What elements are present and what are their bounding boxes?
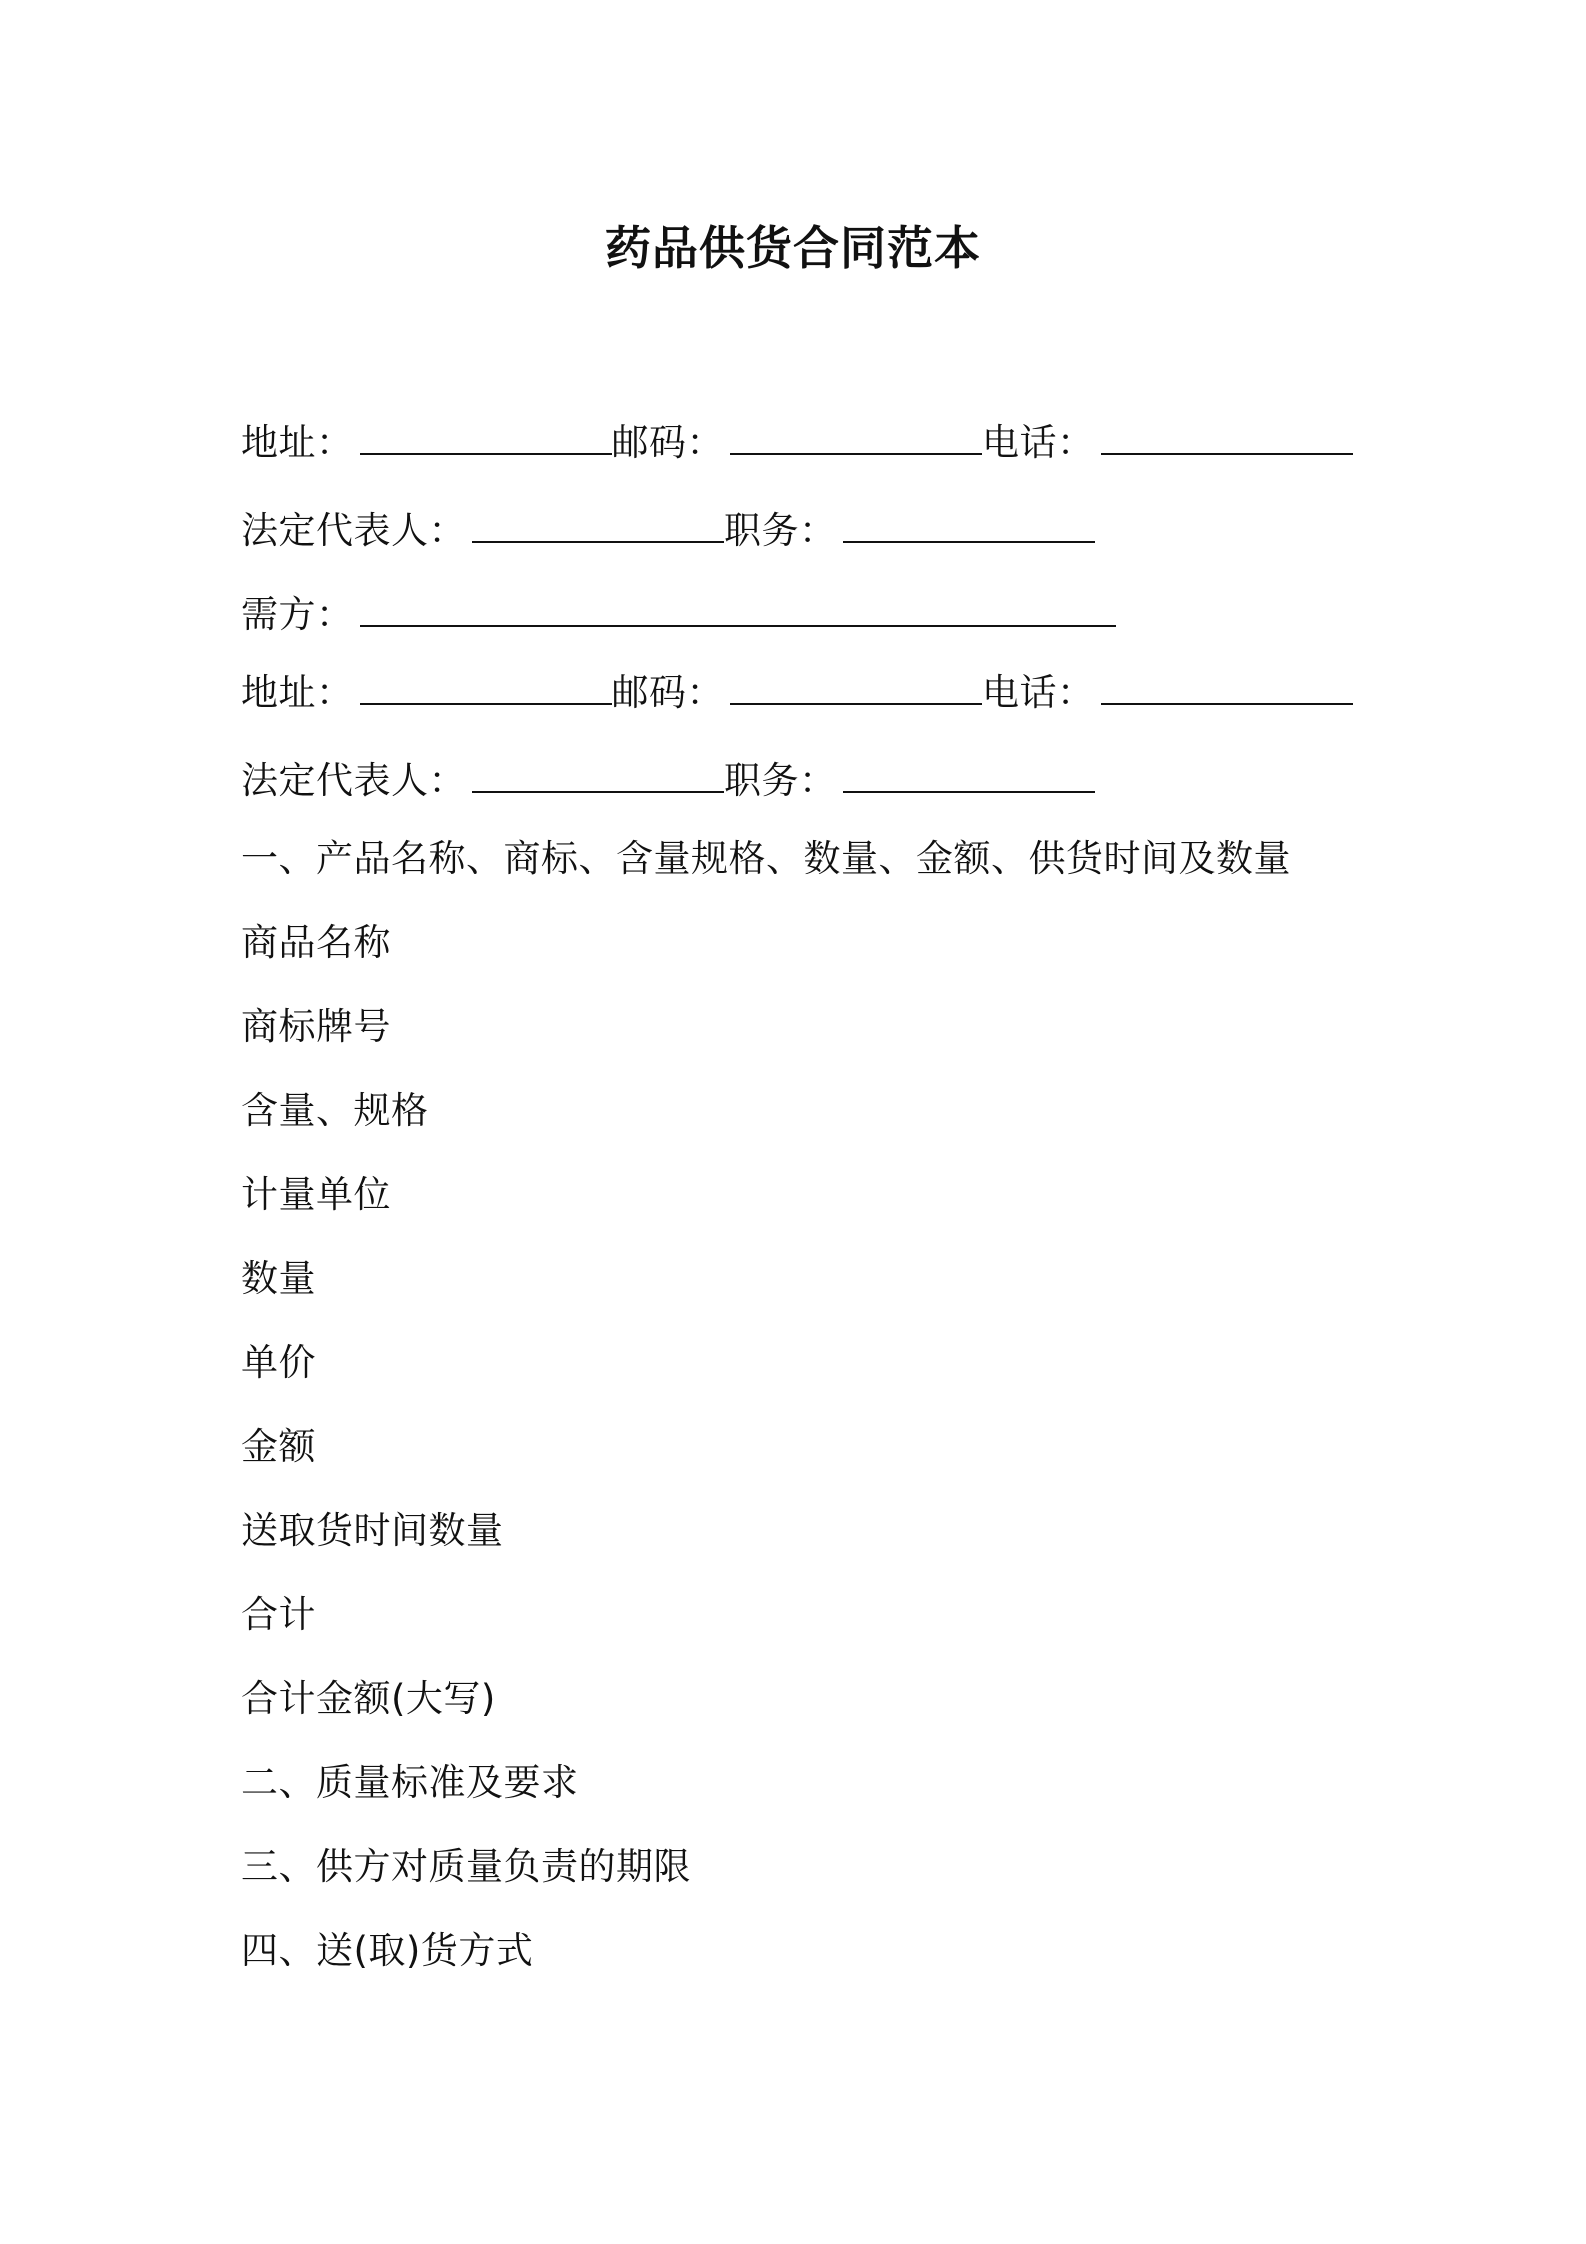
item-total-amount-words: 合计金额(大写) [241, 1677, 496, 1720]
item-unit: 计量单位 [241, 1173, 391, 1216]
buyer-representative-row [241, 750, 1095, 804]
supplier-postcode-label: 邮码： [611, 421, 724, 464]
buyer-name-label: 需方： [241, 593, 354, 636]
supplier-position-field[interactable] [843, 507, 1095, 543]
item-amount: 金额 [241, 1425, 316, 1468]
supplier-postcode-field[interactable] [730, 419, 982, 455]
buyer-postcode-field[interactable] [730, 669, 982, 705]
buyer-position-label: 职务： [724, 759, 837, 802]
supplier-phone-label: 电话： [982, 421, 1095, 464]
supplier-address-label: 地址： [241, 421, 354, 464]
section-1-heading: 一、产品名称、商标、含量规格、数量、金额、供货时间及数量 [241, 837, 1291, 880]
item-trademark: 商标牌号 [241, 1005, 391, 1048]
buyer-legal-rep-field[interactable] [472, 757, 724, 793]
item-quantity: 数量 [241, 1257, 316, 1300]
section-2-heading: 二、质量标准及要求 [241, 1761, 579, 1804]
supplier-phone-field[interactable] [1101, 419, 1353, 455]
buyer-name-field[interactable] [360, 591, 1116, 627]
item-unit-price: 单价 [241, 1341, 316, 1384]
buyer-legal-rep-label: 法定代表人： [241, 759, 466, 802]
supplier-representative-row [241, 500, 1095, 554]
buyer-name-row [241, 584, 1116, 638]
supplier-legal-rep-label: 法定代表人： [241, 509, 466, 552]
document-title: 药品供货合同范本 [605, 221, 981, 275]
buyer-phone-field[interactable] [1101, 669, 1353, 705]
buyer-position-field[interactable] [843, 757, 1095, 793]
buyer-address-label: 地址： [241, 671, 354, 714]
supplier-address-field[interactable] [360, 419, 612, 455]
buyer-postcode-label: 邮码： [611, 671, 724, 714]
buyer-address-field[interactable] [360, 669, 612, 705]
section-4-heading: 四、送(取)货方式 [241, 1929, 534, 1972]
item-content-spec: 含量、规格 [241, 1089, 429, 1132]
supplier-position-label: 职务： [724, 509, 837, 552]
supplier-contact-row [241, 412, 1353, 466]
buyer-phone-label: 电话： [982, 671, 1095, 714]
item-product-name: 商品名称 [241, 921, 391, 964]
item-total: 合计 [241, 1593, 316, 1636]
section-3-heading: 三、供方对质量负责的期限 [241, 1845, 691, 1888]
supplier-legal-rep-field[interactable] [472, 507, 724, 543]
buyer-contact-row [241, 662, 1353, 716]
item-delivery-time-quantity: 送取货时间数量 [241, 1509, 504, 1552]
